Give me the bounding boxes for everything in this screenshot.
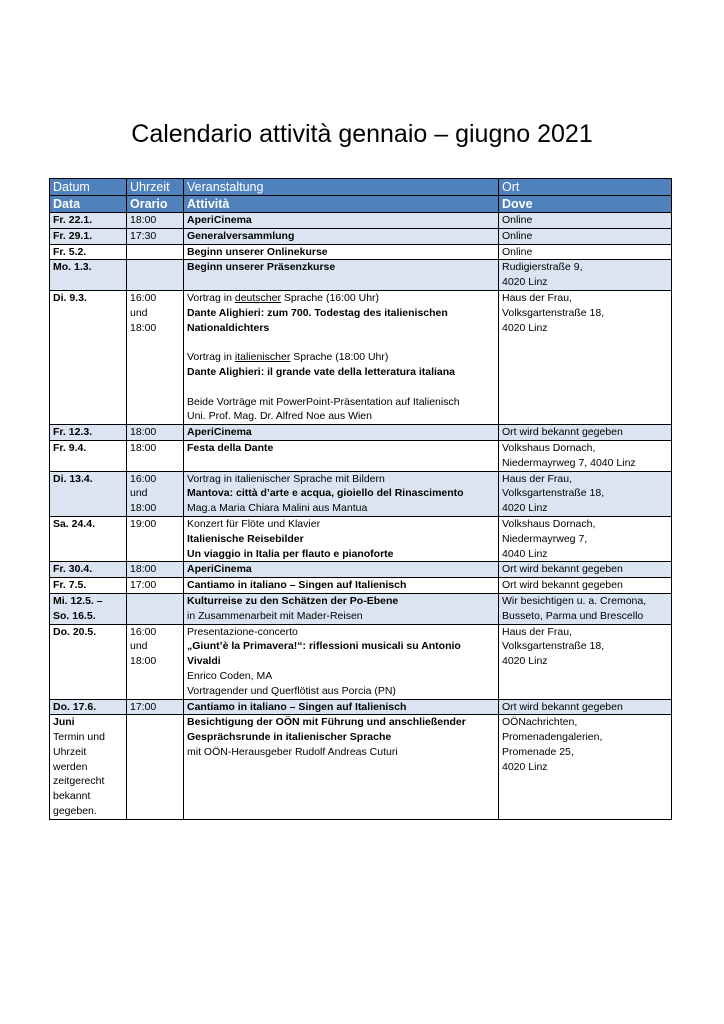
date-line: Do. 20.5. bbox=[53, 625, 97, 638]
place-cell bbox=[499, 244, 672, 260]
header-attivita: Attività bbox=[184, 196, 499, 213]
time-line: 18:00 bbox=[130, 321, 157, 334]
time-cell bbox=[127, 471, 184, 516]
event-cell bbox=[184, 228, 499, 244]
time-cell bbox=[127, 228, 184, 244]
date-line: Di. 13.4. bbox=[53, 472, 93, 485]
date-line: Di. 9.3. bbox=[53, 291, 87, 304]
event-text: Beginn unserer Präsenzkurse bbox=[187, 261, 336, 274]
table-row bbox=[50, 624, 672, 699]
table-row bbox=[50, 471, 672, 516]
date-line: Sa. 24.4. bbox=[53, 517, 96, 530]
date-cell bbox=[50, 244, 127, 260]
date-cell bbox=[50, 290, 127, 424]
place-cell bbox=[499, 699, 672, 715]
date-cell bbox=[50, 213, 127, 229]
event-cell bbox=[184, 440, 499, 471]
table-row bbox=[50, 578, 672, 594]
date-cell bbox=[50, 425, 127, 441]
event-line bbox=[187, 380, 495, 395]
date-cell bbox=[50, 228, 127, 244]
time-line: 16:00 bbox=[130, 625, 157, 638]
event-line bbox=[187, 260, 495, 275]
event-line bbox=[187, 700, 495, 715]
table-row bbox=[50, 516, 672, 561]
event-line bbox=[187, 245, 495, 260]
event-text: Mag.a Maria Chiara Malini aus Mantua bbox=[187, 502, 368, 515]
place-cell bbox=[499, 516, 672, 561]
event-line bbox=[187, 594, 495, 609]
time-line: 18:00 bbox=[130, 426, 157, 439]
table-row bbox=[50, 593, 672, 624]
date-line: Mo. 1.3. bbox=[53, 261, 92, 274]
event-text: Dante Alighieri: zum 700. Todestag des italienischen bbox=[187, 306, 448, 319]
schedule-rows bbox=[50, 213, 672, 820]
event-text: Beginn unserer Onlinekurse bbox=[187, 245, 328, 258]
event-text: Konzert für Flöte und Klavier bbox=[187, 517, 321, 530]
event-text: AperiCinema bbox=[187, 214, 252, 226]
table-row bbox=[50, 228, 672, 244]
date-cell bbox=[50, 715, 127, 820]
date-line: So. 16.5. bbox=[53, 609, 96, 622]
place-cell bbox=[499, 228, 672, 244]
time-line: 18:00 bbox=[130, 563, 157, 576]
table-row bbox=[50, 440, 672, 471]
event-line bbox=[187, 578, 495, 593]
event-text: Vivaldi bbox=[187, 655, 221, 668]
time-line: 16:00 bbox=[130, 291, 157, 304]
date-line: Termin und bbox=[53, 731, 105, 744]
place-cell bbox=[499, 213, 672, 229]
event-text: Cantiamo in italiano – Singen auf Italienisch bbox=[187, 579, 407, 592]
date-line: Uhrzeit bbox=[53, 745, 87, 758]
event-line bbox=[187, 321, 495, 336]
time-line: 18:00 bbox=[130, 441, 157, 454]
event-cell bbox=[184, 244, 499, 260]
place-cell bbox=[499, 260, 672, 291]
event-line bbox=[187, 609, 495, 624]
event-text: Gesprächsrunde in italienischer Sprache bbox=[187, 731, 392, 744]
date-line: Fr. 5.2. bbox=[53, 245, 87, 258]
event-line bbox=[187, 730, 495, 745]
event-text: „Giunt’è la Primavera!“: riflessioni musicali su Antonio bbox=[187, 640, 461, 653]
time-line bbox=[130, 594, 180, 609]
event-text: AperiCinema bbox=[187, 426, 252, 439]
event-text: Uni. Prof. Mag. Dr. Alfred Noe aus Wien bbox=[187, 410, 372, 423]
table-row bbox=[50, 290, 672, 424]
date-line: gegeben. bbox=[53, 805, 97, 818]
event-text: Vortrag in italienischer Sprache mit Bildern bbox=[187, 472, 385, 485]
event-text: Mantova: città d’arte e acqua, gioiello del Rinascimento bbox=[187, 487, 464, 500]
time-cell bbox=[127, 260, 184, 291]
event-line bbox=[187, 306, 495, 321]
date-cell bbox=[50, 471, 127, 516]
event-line bbox=[187, 350, 495, 365]
place-cell bbox=[499, 440, 672, 471]
time-line: 18:00 bbox=[130, 214, 157, 226]
page-title: Calendario attività gennaio – giugno 2021 bbox=[131, 120, 593, 148]
place-line: Online bbox=[502, 229, 533, 242]
date-line: Mi. 12.5. – bbox=[53, 594, 103, 607]
date-cell bbox=[50, 440, 127, 471]
date-cell bbox=[50, 578, 127, 594]
time-cell bbox=[127, 593, 184, 624]
date-line: Juni bbox=[53, 716, 75, 729]
header-uhrzeit: Uhrzeit bbox=[127, 179, 184, 196]
header-orario: Orario bbox=[127, 196, 184, 213]
event-text: mit OÖN-Herausgeber Rudolf Andreas Cuturi bbox=[187, 745, 398, 758]
event-cell bbox=[184, 699, 499, 715]
place-cell bbox=[499, 471, 672, 516]
date-cell bbox=[50, 699, 127, 715]
time-cell bbox=[127, 440, 184, 471]
date-cell bbox=[50, 260, 127, 291]
place-line: Volksgartenstraße 18, bbox=[502, 306, 605, 319]
event-text: Vortragender und Querflötist aus Porcia (PN) bbox=[187, 684, 396, 697]
schedule-table bbox=[49, 178, 672, 820]
time-line: und bbox=[130, 640, 148, 653]
event-line bbox=[187, 532, 495, 547]
time-line: und bbox=[130, 306, 148, 319]
place-cell bbox=[499, 578, 672, 594]
event-text: Beide Vorträge mit PowerPoint-Präsentation auf Italienisch bbox=[187, 395, 460, 408]
place-line: Niedermayrweg 7, bbox=[502, 532, 588, 545]
event-cell bbox=[184, 578, 499, 594]
header-row-german bbox=[50, 179, 672, 196]
date-line: Fr. 12.3. bbox=[53, 426, 93, 439]
event-cell bbox=[184, 593, 499, 624]
place-cell bbox=[499, 624, 672, 699]
event-line bbox=[187, 335, 495, 350]
place-cell bbox=[499, 290, 672, 424]
event-text: Besichtigung der OÖN mit Führung und anschließender bbox=[187, 716, 466, 729]
event-cell bbox=[184, 471, 499, 516]
event-line bbox=[187, 441, 495, 456]
time-cell bbox=[127, 624, 184, 699]
time-line bbox=[130, 245, 180, 260]
place-line: 4020 Linz bbox=[502, 321, 548, 334]
table-row bbox=[50, 260, 672, 291]
event-text: Generalversammlung bbox=[187, 229, 295, 242]
place-line: Volksgartenstraße 18, bbox=[502, 487, 605, 500]
event-text: Vortrag in bbox=[187, 351, 235, 364]
event-line bbox=[187, 395, 495, 410]
time-cell bbox=[127, 516, 184, 561]
date-line: Do. 17.6. bbox=[53, 700, 97, 713]
time-line: 17:00 bbox=[130, 700, 157, 713]
time-line bbox=[130, 260, 180, 275]
place-cell bbox=[499, 593, 672, 624]
date-cell bbox=[50, 624, 127, 699]
place-line: Online bbox=[502, 214, 533, 226]
header-data: Data bbox=[50, 196, 127, 213]
event-text: in Zusammenarbeit mit Mader-Reisen bbox=[187, 609, 363, 622]
event-line bbox=[187, 639, 495, 654]
event-line bbox=[187, 625, 495, 640]
time-line: 18:00 bbox=[130, 655, 157, 668]
place-cell bbox=[499, 425, 672, 441]
place-line: Promenadengalerien, bbox=[502, 731, 603, 744]
event-line bbox=[187, 365, 495, 380]
time-cell bbox=[127, 562, 184, 578]
event-text: Presentazione-concerto bbox=[187, 625, 298, 638]
event-line bbox=[187, 654, 495, 669]
place-cell bbox=[499, 715, 672, 820]
event-line bbox=[187, 229, 495, 244]
time-line bbox=[130, 715, 180, 730]
header-dove: Dove bbox=[499, 196, 672, 213]
table-row bbox=[50, 425, 672, 441]
event-text: Festa della Dante bbox=[187, 441, 274, 454]
place-line: Haus der Frau, bbox=[502, 625, 573, 638]
place-line: Ort wird bekannt gegeben bbox=[502, 563, 623, 576]
table-row bbox=[50, 699, 672, 715]
event-cell bbox=[184, 516, 499, 561]
event-line bbox=[187, 669, 495, 684]
date-line: Fr. 22.1. bbox=[53, 214, 93, 226]
date-line: Fr. 29.1. bbox=[53, 229, 93, 242]
time-line: 19:00 bbox=[130, 517, 157, 530]
place-cell bbox=[499, 562, 672, 578]
place-line: Busseto, Parma und Brescello bbox=[502, 609, 644, 622]
date-cell bbox=[50, 562, 127, 578]
date-line: Fr. 7.5. bbox=[53, 579, 87, 592]
time-cell bbox=[127, 290, 184, 424]
event-line bbox=[187, 715, 495, 730]
header-datum: Datum bbox=[50, 179, 127, 196]
time-cell bbox=[127, 244, 184, 260]
date-line: Fr. 30.4. bbox=[53, 563, 93, 576]
event-line bbox=[187, 472, 495, 487]
place-line: 4020 Linz bbox=[502, 760, 548, 773]
time-cell bbox=[127, 715, 184, 820]
event-line bbox=[187, 425, 495, 440]
header-veranstaltung: Veranstaltung bbox=[184, 179, 499, 196]
time-cell bbox=[127, 425, 184, 441]
place-line: Ort wird bekannt gegeben bbox=[502, 579, 623, 592]
place-line: Volksgartenstraße 18, bbox=[502, 640, 605, 653]
table-row bbox=[50, 213, 672, 229]
event-line bbox=[187, 409, 495, 424]
event-cell bbox=[184, 213, 499, 229]
event-text: Sprache (18:00 Uhr) bbox=[290, 351, 389, 364]
event-text: Vortrag in bbox=[187, 291, 235, 304]
time-cell bbox=[127, 699, 184, 715]
place-line: 4020 Linz bbox=[502, 276, 548, 289]
place-line: Haus der Frau, bbox=[502, 291, 573, 304]
event-line bbox=[187, 517, 495, 532]
date-line: werden bbox=[53, 760, 88, 773]
place-line: Wir besichtigen u. a. Cremona, bbox=[502, 594, 647, 607]
event-text: Cantiamo in italiano – Singen auf Italienisch bbox=[187, 700, 407, 713]
time-line: 16:00 bbox=[130, 472, 157, 485]
place-line: 4020 Linz bbox=[502, 502, 548, 515]
place-line: Rudigierstraße 9, bbox=[502, 261, 583, 274]
event-line bbox=[187, 501, 495, 516]
date-line: zeitgerecht bbox=[53, 775, 105, 788]
event-text: Enrico Coden, MA bbox=[187, 669, 273, 682]
event-text: italienischer bbox=[234, 351, 291, 364]
place-line: OÖNachrichten, bbox=[502, 716, 578, 729]
place-line: Volkshaus Dornach, bbox=[502, 441, 596, 454]
event-line bbox=[187, 213, 495, 228]
event-cell bbox=[184, 562, 499, 578]
event-line bbox=[187, 562, 495, 577]
event-line bbox=[187, 547, 495, 562]
time-cell bbox=[127, 213, 184, 229]
place-line: Volkshaus Dornach, bbox=[502, 517, 596, 530]
event-text: Italienische Reisebilder bbox=[187, 532, 304, 545]
time-line: 17:00 bbox=[130, 579, 157, 592]
place-line: Haus der Frau, bbox=[502, 472, 573, 485]
event-line bbox=[187, 745, 495, 760]
place-line: Online bbox=[502, 245, 533, 258]
event-text: deutscher bbox=[234, 291, 281, 304]
table-row bbox=[50, 715, 672, 820]
date-line: bekannt bbox=[53, 790, 91, 803]
place-line: 4040 Linz bbox=[502, 547, 548, 560]
event-cell bbox=[184, 715, 499, 820]
header-row-italian bbox=[50, 196, 672, 213]
date-line: Fr. 9.4. bbox=[53, 441, 87, 454]
place-line: Niedermayrweg 7, 4040 Linz bbox=[502, 456, 636, 469]
place-line: Ort wird bekannt gegeben bbox=[502, 426, 623, 439]
header-ort: Ort bbox=[499, 179, 672, 196]
time-line: 17:30 bbox=[130, 229, 157, 242]
table-row bbox=[50, 562, 672, 578]
time-line: und bbox=[130, 487, 148, 500]
event-line bbox=[187, 291, 495, 306]
event-text: Dante Alighieri: il grande vate della letteratura italiana bbox=[187, 365, 456, 378]
place-line: Ort wird bekannt gegeben bbox=[502, 700, 623, 713]
date-cell bbox=[50, 516, 127, 561]
event-cell bbox=[184, 624, 499, 699]
time-line: 18:00 bbox=[130, 502, 157, 515]
event-line bbox=[187, 684, 495, 699]
place-line: 4020 Linz bbox=[502, 655, 548, 668]
event-text: AperiCinema bbox=[187, 563, 252, 576]
event-text: Nationaldichters bbox=[187, 321, 270, 334]
event-cell bbox=[184, 425, 499, 441]
event-cell bbox=[184, 260, 499, 291]
event-text: Sprache (16:00 Uhr) bbox=[281, 291, 380, 304]
table-row bbox=[50, 244, 672, 260]
time-cell bbox=[127, 578, 184, 594]
event-text: Un viaggio in Italia per flauto e pianoforte bbox=[187, 547, 394, 560]
event-text: Kulturreise zu den Schätzen der Po-Ebene bbox=[187, 594, 399, 607]
event-cell bbox=[184, 290, 499, 424]
place-line: Promenade 25, bbox=[502, 745, 574, 758]
date-cell bbox=[50, 593, 127, 624]
event-line bbox=[187, 486, 495, 501]
